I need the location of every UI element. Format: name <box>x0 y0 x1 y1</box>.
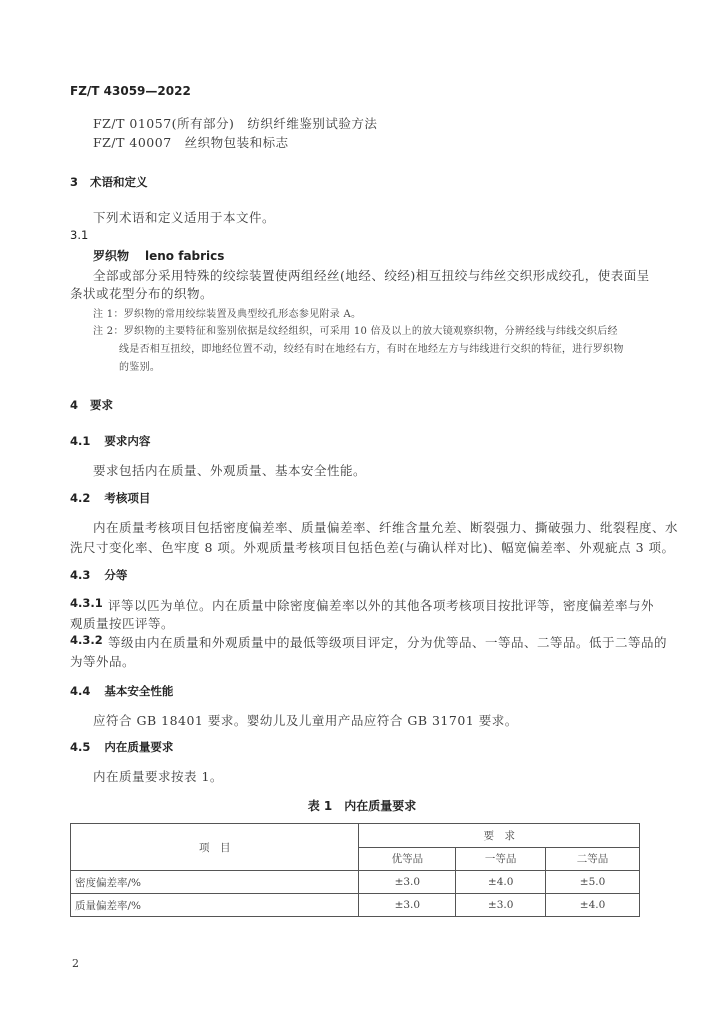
section-4-3-1-text-line-2: 观质量按匹评等。 <box>70 616 175 631</box>
row-item: 质量偏差率/% <box>71 894 359 917</box>
section-3-1-number: 3.1 <box>70 228 89 242</box>
table-row <box>71 894 640 917</box>
section-4-heading: 4 要求 <box>70 398 114 412</box>
row-value: ±3.0 <box>456 894 546 917</box>
standard-header: FZ/T 43059—2022 <box>70 84 191 98</box>
section-4-3-1-number: 4.3.1 <box>70 596 103 610</box>
grade-second: 二等品 <box>546 847 640 871</box>
section-4-2-text-line-2: 洗尺寸变化率、色牢度 8 项。外观质量考核项目包括色差(与确认样对比)、幅宽偏差率、外观疵点 3 项。 <box>70 540 675 555</box>
section-3-heading: 3 术语和定义 <box>70 175 148 189</box>
section-4-3-2-text-line-1: 等级由内在质量和外观质量中的最低等级项目评定，分为优等品、一等品、二等品。低于二等品的 <box>108 635 668 650</box>
section-4-3-heading: 4.3 分等 <box>70 568 128 582</box>
section-4-3-1-text-line-1: 评等以匹为单位。内在质量中除密度偏差率以外的其他各项考核项目按批评等，密度偏差率与外 <box>108 598 655 613</box>
section-4-1-heading: 4.1 要求内容 <box>70 434 151 448</box>
section-4-5-text: 内在质量要求按表 1。 <box>93 769 223 784</box>
reference-2: FZ/T 40007 丝织物包装和标志 <box>93 135 289 150</box>
grade-premium: 优等品 <box>359 847 456 871</box>
grade-first: 一等品 <box>456 847 546 871</box>
term-definition-line-1: 全部或部分采用特殊的绞综装置使两组经丝(地经、绞经)相互扭绞与纬丝交织形成绞孔，使表面呈 <box>93 268 650 283</box>
note-2-line-2: 线是否相互扭绞，即地经位置不动，绞经有时在地经右方，有时在地经左方与纬线进行交织的特征，进行罗织物 <box>119 344 624 355</box>
section-4-2-heading: 4.2 考核项目 <box>70 491 151 505</box>
section-4-3-2-text-line-2: 为等外品。 <box>70 654 136 669</box>
section-4-3-2-number: 4.3.2 <box>70 633 103 647</box>
row-value: ±4.0 <box>546 894 640 917</box>
row-value: ±4.0 <box>456 871 546 894</box>
section-3-intro: 下列术语和定义适用于本文件。 <box>93 210 276 225</box>
table-header-item: 项 目 <box>71 824 359 871</box>
quality-requirements-table <box>70 823 640 917</box>
section-4-4-text: 应符合 GB 18401 要求。婴幼儿及儿童用产品应符合 GB 31701 要求。 <box>93 713 518 728</box>
row-value: ±3.0 <box>359 894 456 917</box>
term-title: 罗织物 leno fabrics <box>93 249 225 263</box>
page-number: 2 <box>72 957 79 970</box>
row-item: 密度偏差率/% <box>71 871 359 894</box>
note-2-line-3: 的鉴别。 <box>119 362 161 373</box>
table-caption: 表 1 内在质量要求 <box>307 799 417 813</box>
row-value: ±5.0 <box>546 871 640 894</box>
row-value: ±3.0 <box>359 871 456 894</box>
term-definition-line-2: 条状或花型分布的织物。 <box>70 286 214 301</box>
section-4-1-text: 要求包括内在质量、外观质量、基本安全性能。 <box>93 463 367 478</box>
table-row <box>71 871 640 894</box>
note-2-line-1: 注 2：罗织物的主要特征和鉴别依据是纹经组织，可采用 10 倍及以上的放大镜观察织物，分辨经线与纬线交织后经 <box>93 326 618 337</box>
table-header-requirements: 要 求 <box>359 824 640 848</box>
section-4-5-heading: 4.5 内在质量要求 <box>70 740 174 754</box>
note-1: 注 1：罗织物的常用绞综装置及典型绞孔形态参见附录 A。 <box>93 309 362 320</box>
section-4-2-text-line-1: 内在质量考核项目包括密度偏差率、质量偏差率、纤维含量允差、断裂强力、撕破强力、纰裂程度、水 <box>93 520 679 535</box>
reference-1: FZ/T 01057(所有部分) 纺织纤维鉴别试验方法 <box>93 116 378 131</box>
section-4-4-heading: 4.4 基本安全性能 <box>70 684 174 698</box>
table-header-row <box>71 824 640 848</box>
